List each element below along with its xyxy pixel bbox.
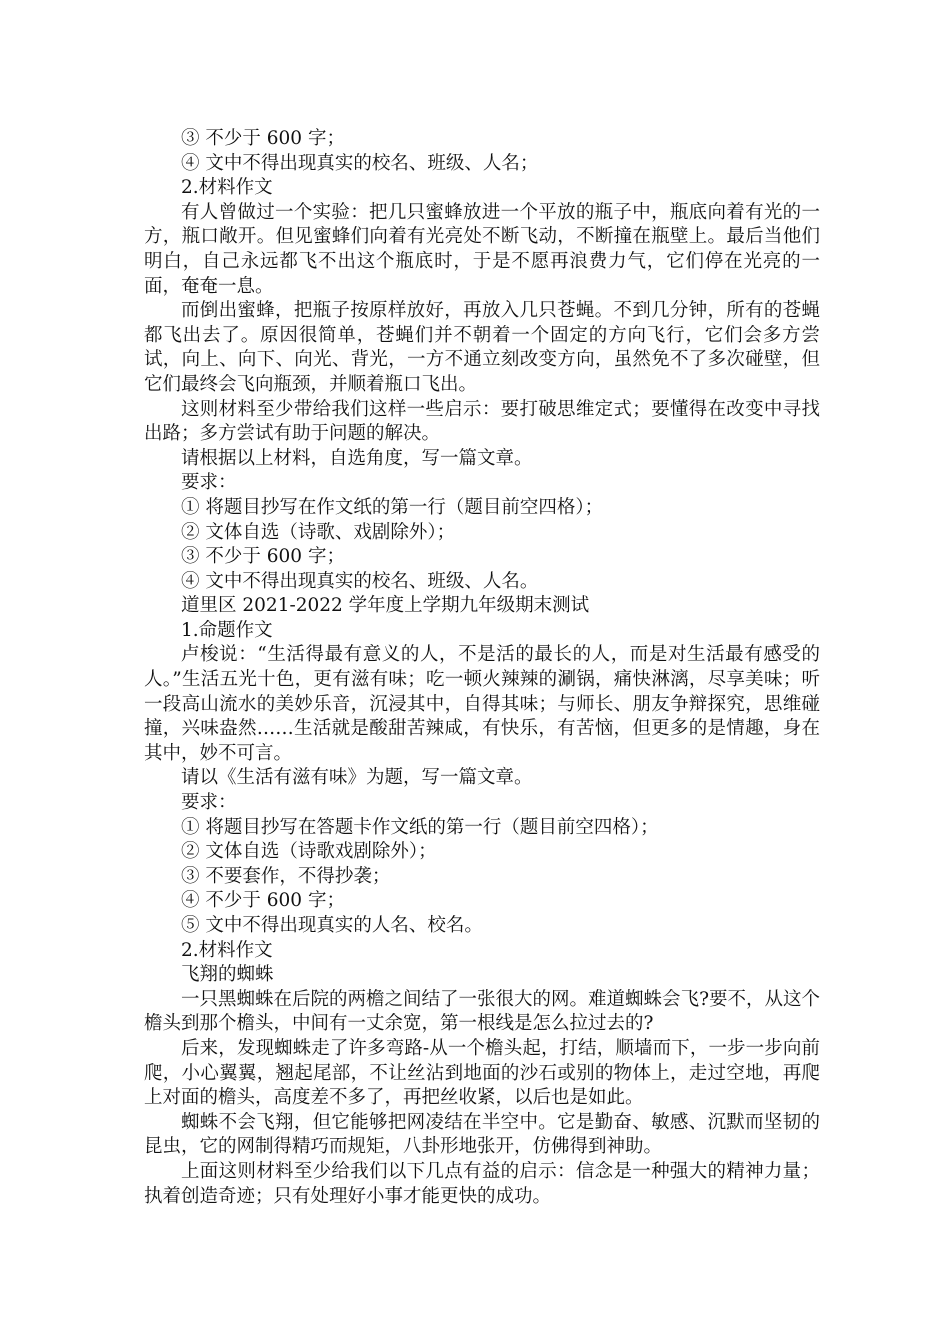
material-paragraph-2: 而倒出蜜蜂，把瓶子按原样放好，再放入几只苍蝇。不到几分钟，所有的苍蝇都飞出去了。原因很简单，苍蝇们并不朝着一个固定的方向飞行，它们会多方尝试，向上、向下、向光、背光，一方不通立刻改变方向，虽然免不了多次碰壁，但它们最终会飞向瓶颈，并顺着瓶口飞出。 [144, 300, 820, 395]
topic-paragraph: 卢梭说：“生活得最有意义的人，不是活的最长的人，而是对生活最有感受的人。”生活五光十色，更有滋有味；吃一顿火辣辣的涮锅，痛快淋漓，尽享美味；听一段高山流水的美妙乐音，沉浸其中，自得其味；与师长、朋友争辩探究，思维碰撞，兴味盎然……生活就是酸甜苦辣咸，有快乐，有苦恼，但更多的是情趣，身在其中，妙不可言。 [144, 644, 820, 764]
exam-heading: 道里区 2021-2022 学年度上学期九年级期末测试 [181, 595, 590, 617]
material-paragraph-1: 有人曾做过一个实验：把几只蜜蜂放进一个平放的瓶子中，瓶底向着有光的一方，瓶口敞开。但见蜜蜂们向着有光亮处不断飞动，不断撞在瓶壁上。最后当他们明白，自己永远都飞不出这个瓶底时，于是不愿再浪费力气，它们停在光亮的一面，奄奄一息。 [144, 201, 820, 297]
requirement-item-3: ③ 不要套作，不得抄袭； [181, 865, 391, 887]
spider-paragraph-2: 后来，发现蜘蛛走了许多弯路-从一个檐头起，打结，顺墙而下，一步一步向前爬，小心翼翼，翘起尾部，不让丝沾到地面的沙石或别的物体上，走过空地，再爬上对面的檐头，高度差不多了，再把丝收紧，以后也是如此。 [144, 1037, 820, 1109]
requirement-item-1: ① 将题目抄写在作文纸的第一行（题目前空四格）； [181, 496, 604, 518]
requirement-item-4: ④ 不少于 600 字； [181, 890, 345, 912]
material-title: 飞翔的蜘蛛 [181, 964, 274, 986]
document-body [144, 127, 820, 1209]
requirement-item-2: ② 文体自选（诗歌、戏剧除外）； [181, 521, 456, 543]
requirement-item-3: ③ 不少于 600 字； [181, 128, 345, 149]
topic-instruction: 请以《生活有滋有味》为题，写一篇文章。 [181, 767, 533, 789]
requirement-item-5: ⑤ 文中不得出现真实的人名、校名。 [181, 915, 483, 936]
spider-paragraph-1: 一只黑蜘蛛在后院的两檐之间结了一张很大的网。难道蜘蛛会飞?要不，从这个檐头到那个檐头，中间有一丈余宽，第一根线是怎么拉过去的? [144, 988, 820, 1035]
requirement-item-1: ① 将题目抄写在答题卡作文纸的第一行（题目前空四格）； [181, 816, 659, 838]
spider-paragraph-4: 上面这则材料至少给我们以下几点有益的启示：信念是一种强大的精神力量；执着创造奇迹；只有处理好小事才能更快的成功。 [144, 1160, 820, 1207]
section-subheading-material: 2.材料作文 [181, 939, 273, 961]
section-subheading-topic: 1.命题作文 [181, 619, 273, 641]
requirement-item-3: ③ 不少于 600 字； [181, 546, 345, 568]
spider-paragraph-3: 蜘蛛不会飞翔，但它能够把网凌结在半空中。它是勤奋、敏感、沉默而坚韧的昆虫，它的网制得精巧而规矩，八卦形地张开，仿佛得到神助。 [144, 1111, 820, 1158]
section-subheading-material: 2.材料作文 [181, 177, 273, 199]
requirements-label: 要求： [181, 792, 237, 814]
requirement-item-4: ④ 文中不得出现真实的校名、班级、人名； [181, 152, 539, 174]
requirements-label: 要求： [181, 472, 237, 494]
requirement-item-2: ② 文体自选（诗歌戏剧除外）； [181, 841, 437, 863]
material-paragraph-3: 这则材料至少带给我们这样一些启示：要打破思维定式；要懂得在改变中寻找出路；多方尝试有助于问题的解决。 [144, 398, 820, 445]
requirement-item-4: ④ 文中不得出现真实的校名、班级、人名。 [181, 570, 539, 592]
material-instruction: 请根据以上材料，自选角度，写一篇文章。 [181, 447, 533, 469]
